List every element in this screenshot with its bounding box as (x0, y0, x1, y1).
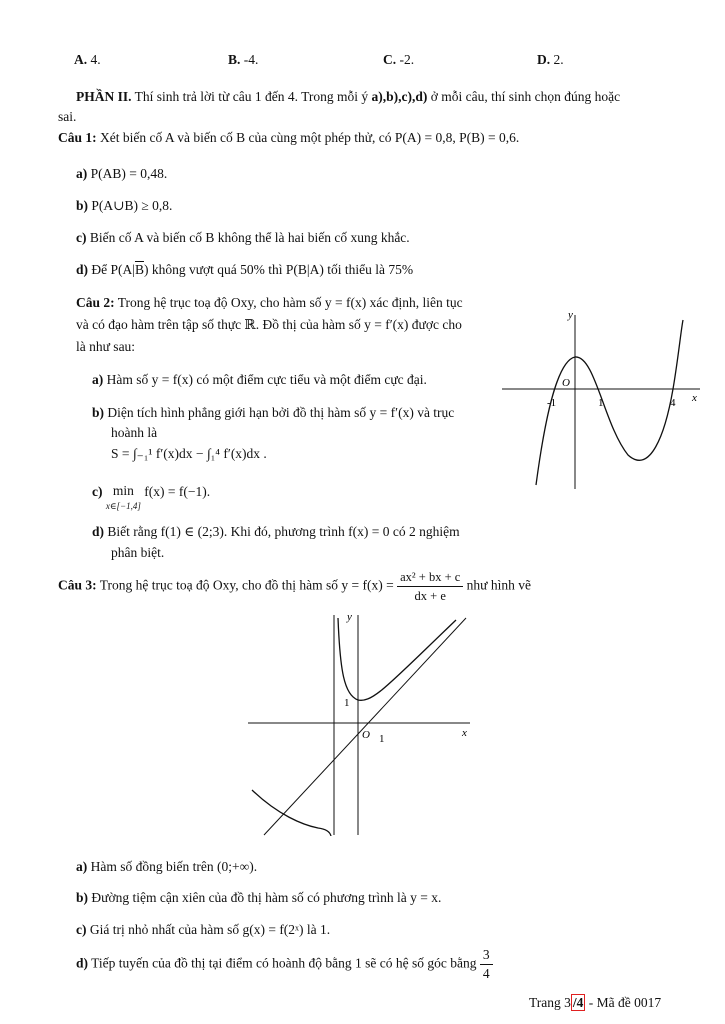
answer-c: C. -2. (383, 52, 415, 67)
function-branch-left (252, 790, 331, 836)
q2-stem-3: là như sau: (76, 339, 136, 354)
part2-intro: PHẦN II. Thí sinh trả lời từ câu 1 đến 4. Trong mỗi ý a),b),c),d) ở mỗi câu, thí sinh chọn đúng hoặc (76, 89, 621, 104)
q1-stem: Câu 1: Xét biến cố A và biến cố B của cùng một phép thử, có P(A) = 0,8, P(B) = 0,6. (58, 130, 520, 145)
answer-b: B. -4. (228, 52, 259, 67)
x-label: x (462, 727, 467, 739)
q2-d-1: d) Biết rằng f(1) ∈ (2;3). Khi đó, phương trình f(x) = 0 có 2 nghiệm (92, 524, 460, 539)
page-footer: Trang 3 /4 - Mã đề 0017 (529, 995, 662, 1010)
q2-derivative-graph (500, 305, 705, 490)
q3-stem: Câu 3: Trong hệ trục toạ độ Oxy, cho đồ thị hàm số y = f(x) = $\frac{\text{ax² + bx + c}}{dx + e}$ như hình vẽ (58, 570, 531, 603)
origin-label: O (562, 377, 570, 389)
q2-stem-1: Câu 2: Trong hệ trục toạ độ Oxy, cho hàm số y = f(x) xác định, liên tục (76, 295, 463, 310)
q2-stem-2: và có đạo hàm trên tập số thực ℝ. Đồ thị của hàm số y = f′(x) được cho (76, 317, 462, 332)
tick-1: 1 (598, 397, 604, 409)
tick-neg1: -1 (547, 397, 557, 409)
q1-a: a) P(AB) = 0,48. (76, 166, 168, 181)
derivative-curve (536, 320, 683, 485)
origin-label: O (362, 729, 370, 741)
q2-d-2: phân biệt. (111, 545, 165, 560)
q2-b-1: b) Diện tích hình phẳng giới hạn bởi đồ thị hàm số y = f′(x) và trục (92, 405, 455, 420)
q3-b: b) Đường tiệm cận xiên của đồ thị hàm số có phương trình là y = x. (76, 890, 442, 905)
q2-c: c) min x∈[−1,4] f(x) = f(−1). (92, 483, 211, 511)
q2-a: a) Hàm số y = f(x) có một điểm cực tiểu và một điểm cực đại. (92, 372, 427, 387)
tick-y-1: 1 (344, 697, 350, 709)
y-label: y (347, 611, 352, 623)
q2-b-formula: S = ∫₋₁¹ f′(x)dx − ∫₁⁴ f′(x)dx . (111, 446, 267, 461)
y-label: y (568, 309, 573, 321)
oblique-asymptote (264, 618, 466, 835)
answer-d: D. 2. (537, 52, 564, 67)
q3-c: c) Giá trị nhỏ nhất của hàm số g(x) = f(2ˣ) là 1. (76, 922, 331, 937)
function-branch-right (338, 618, 456, 700)
tick-4: 4 (670, 397, 676, 409)
q2-b-2: hoành là (111, 425, 158, 440)
tick-x-1: 1 (379, 733, 385, 745)
q3-function-graph (248, 610, 473, 836)
answer-a: A. 4. (74, 52, 101, 67)
q1-c: c) Biến cố A và biến cố B không thể là hai biến cố xung khắc. (76, 230, 410, 245)
q3-d: d) Tiếp tuyến của đồ thị tại điểm có hoành độ bằng 1 sẽ có hệ số góc bằng $\frac{3}{4}$ (76, 946, 493, 983)
part2-intro-end: sai. (58, 109, 77, 124)
q3-a: a) Hàm số đồng biến trên (0;+∞). (76, 859, 258, 874)
q1-b: b) P(A∪B) ≥ 0,8. (76, 198, 173, 213)
q1-d: d) Để $P(A|\overline{B})$ không vượt quá 50% thì P(B|A) tối thiểu là 75% (76, 262, 414, 277)
x-label: x (692, 392, 697, 404)
